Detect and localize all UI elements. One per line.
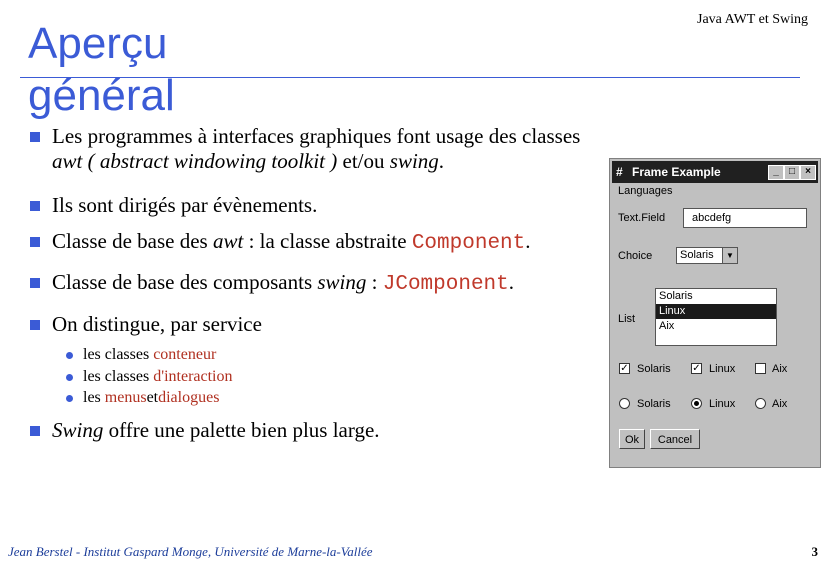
checkbox-linux[interactable]: ✓	[692, 363, 701, 374]
radio-linux-label: Linux	[709, 398, 736, 410]
bullet-1	[30, 124, 580, 174]
subitem-1	[66, 346, 216, 364]
checkbox-aix-label: Aix	[772, 363, 788, 375]
header-subtitle: Java AWT et Swing	[697, 12, 808, 27]
language-list[interactable]	[655, 288, 777, 346]
languages-label: Languages	[618, 185, 673, 197]
close-button[interactable]: ×	[800, 165, 816, 180]
subitem-2-pre: les classes	[83, 368, 150, 385]
bullet-4	[30, 270, 514, 296]
subitem-1-red: conteneur	[153, 346, 217, 363]
minimize-button[interactable]: _	[768, 165, 784, 180]
checkbox-solaris-label: Solaris	[637, 363, 671, 375]
checkbox-aix[interactable]	[755, 363, 766, 374]
bullet-3-em: awt	[212, 229, 244, 253]
bullet-4-code: JComponent	[382, 273, 509, 296]
bullet-3-pre: Classe de base des	[52, 229, 213, 253]
subitem-3-red: menus	[104, 389, 147, 406]
radio-aix-label: Aix	[772, 398, 788, 410]
radio-solaris-label: Solaris	[637, 398, 671, 410]
subitem-3-red2: dialogues	[158, 389, 220, 406]
bullet-5-text: On distingue, par service	[52, 312, 262, 336]
checkbox-solaris[interactable]: ✓	[620, 363, 629, 374]
bullet-6-em: Swing	[52, 418, 104, 442]
bullet-square-icon	[30, 132, 40, 142]
bullet-1-awt: awt	[52, 149, 83, 173]
bullet-dot-icon	[66, 374, 73, 381]
page-number: 3	[811, 544, 818, 559]
list-item[interactable]: Aix	[659, 320, 675, 332]
bullet-square-icon	[30, 201, 40, 211]
bullet-square-icon	[30, 237, 40, 247]
bullet-square-icon	[30, 320, 40, 330]
bullet-1-end: .	[438, 149, 445, 173]
bullet-square-icon	[30, 426, 40, 436]
list-item[interactable]: Solaris	[659, 290, 693, 302]
bullet-1-swing: swing	[389, 149, 439, 173]
bullet-5	[30, 312, 262, 337]
subitem-2-red: d'interaction	[153, 368, 233, 385]
page-title	[28, 18, 175, 122]
bullet-4-end: .	[508, 270, 515, 294]
subitem-3	[66, 389, 219, 407]
subitem-3-mid: et	[146, 389, 159, 406]
subitem-2	[66, 368, 233, 386]
bullet-1-awt-paren: ( abstract windowing toolkit )	[87, 149, 338, 173]
list-item[interactable]: Linux	[656, 304, 776, 319]
list-label: List	[618, 313, 636, 325]
bullet-2-text: Ils sont dirigés par évènements.	[52, 193, 318, 217]
bullet-4-pre: Classe de base des composants	[52, 270, 318, 294]
chevron-down-icon[interactable]: ▼	[722, 248, 737, 263]
title-line1: Aperçu	[28, 19, 168, 68]
cancel-button[interactable]: Cancel	[650, 429, 700, 449]
bullet-3-code: Component	[411, 232, 526, 255]
text-field[interactable]: abcdefg	[683, 208, 807, 228]
radio-aix[interactable]	[755, 398, 766, 409]
bullet-1-text: Les programmes à interfaces graphiques font usage des classes	[52, 124, 581, 148]
bullet-square-icon	[30, 278, 40, 288]
textfield-label: Text.Field	[618, 212, 666, 224]
bullet-dot-icon	[66, 395, 73, 402]
bullet-4-mid: :	[366, 270, 383, 294]
radio-solaris[interactable]	[619, 398, 630, 409]
footer-credit: Jean Berstel - Institut Gaspard Monge, Université de Marne-la-Vallée	[8, 544, 373, 559]
subitem-3-pre: les	[83, 389, 101, 406]
checkbox-linux-label: Linux	[709, 363, 736, 375]
window-title: Frame Example	[632, 165, 721, 179]
bullet-6-rest: offre une palette bien plus large.	[103, 418, 380, 442]
bullet-4-em: swing	[317, 270, 367, 294]
bullet-2	[30, 193, 317, 218]
ok-button[interactable]: Ok	[619, 429, 645, 449]
bullet-dot-icon	[66, 352, 73, 359]
bullet-1-text2: et/ou	[337, 149, 390, 173]
choice-value: Solaris	[680, 249, 714, 261]
radio-linux[interactable]	[691, 398, 702, 409]
bullet-text	[52, 124, 580, 174]
window-menu-icon[interactable]: #	[616, 165, 623, 179]
choice-label: Choice	[618, 250, 653, 262]
bullet-3-mid: : la classe abstraite	[243, 229, 412, 253]
choice-select[interactable]	[676, 247, 738, 264]
subitem-1-pre: les classes	[83, 346, 150, 363]
header-divider	[20, 77, 800, 78]
bullet-6	[30, 418, 380, 443]
bullet-3-end: .	[525, 229, 531, 253]
maximize-button[interactable]: □	[784, 165, 800, 180]
title-line2: général	[28, 71, 175, 120]
window-titlebar[interactable]	[612, 161, 818, 183]
bullet-3	[30, 229, 531, 255]
